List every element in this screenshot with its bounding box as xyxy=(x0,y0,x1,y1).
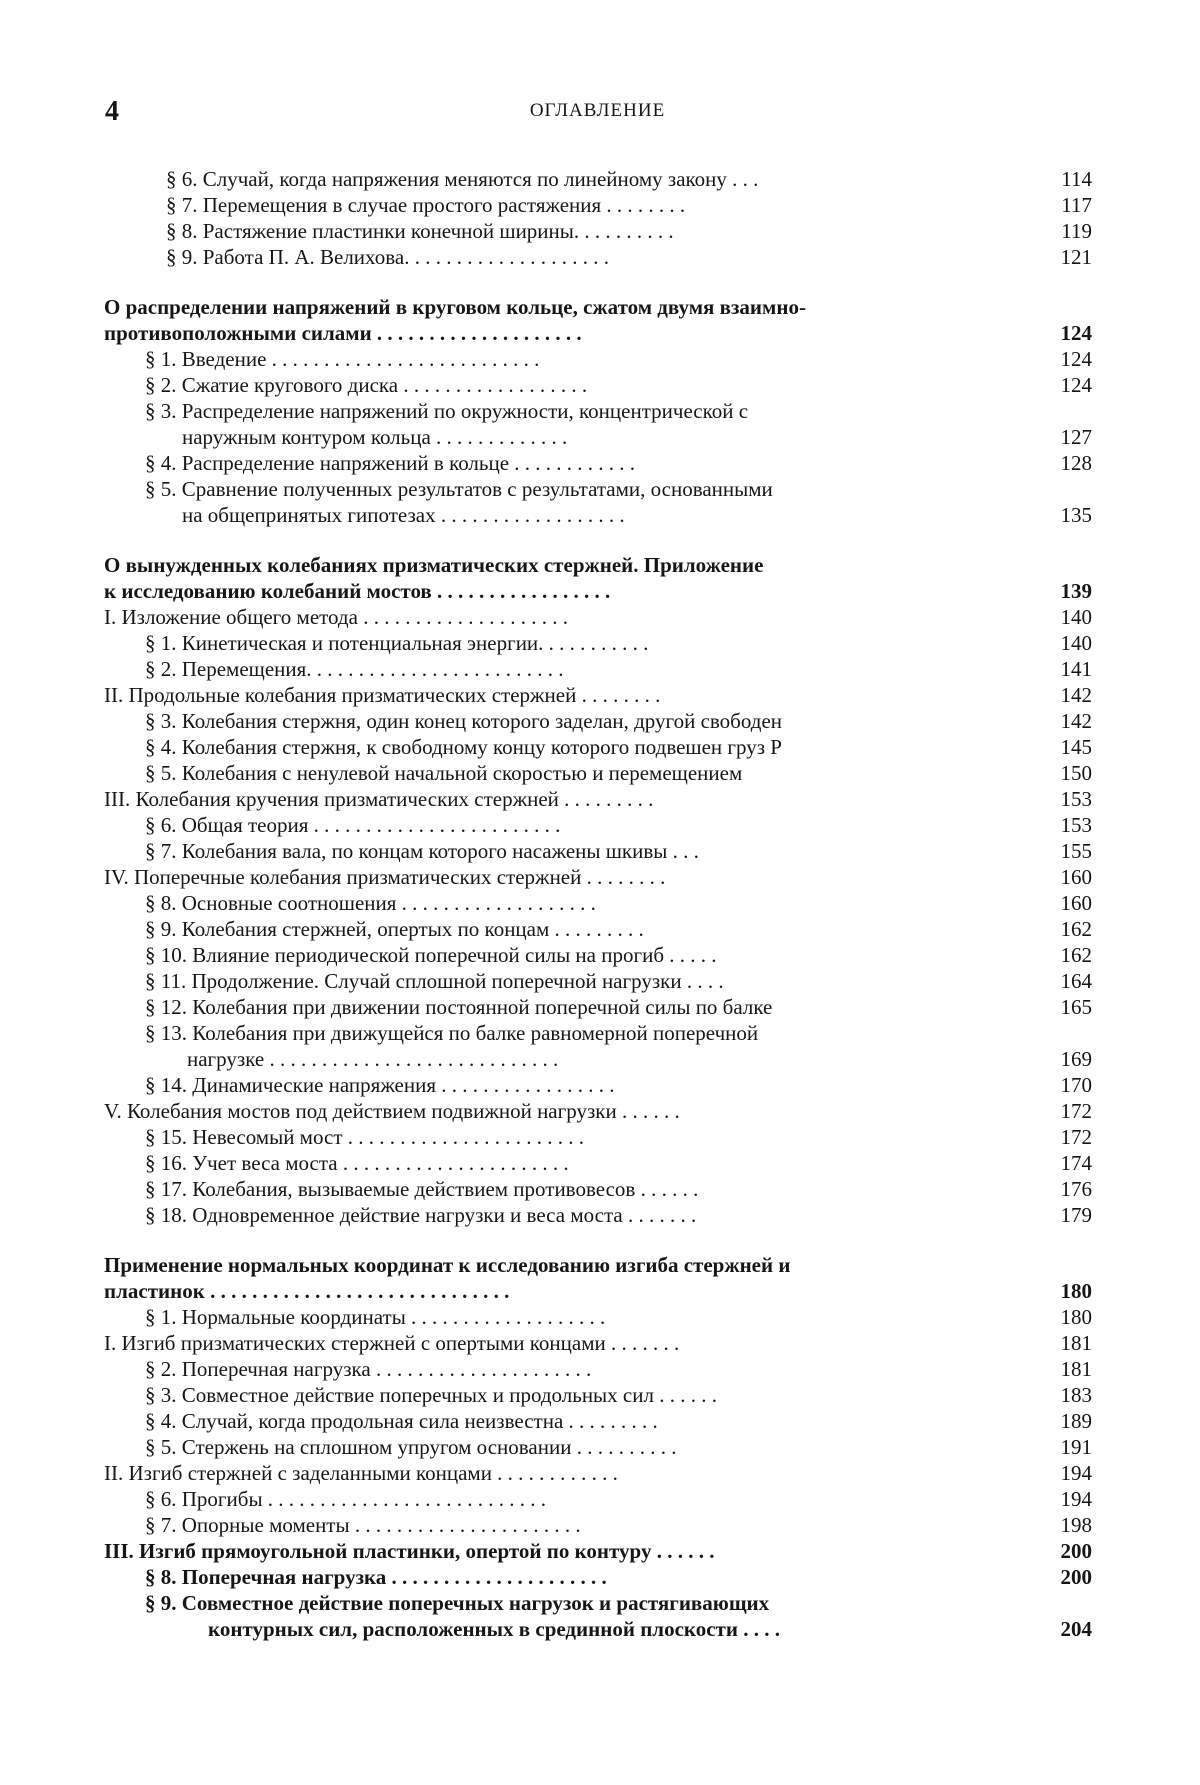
toc-entry-title: § 5. Колебания с ненулевой начальной скоростью и перемещением xyxy=(145,761,743,785)
toc-entry xyxy=(104,942,1092,968)
toc-entry xyxy=(104,1512,1092,1538)
toc-page-number: 139 xyxy=(1060,579,1092,603)
toc-section-heading xyxy=(104,578,1092,604)
toc-entry xyxy=(104,838,1092,864)
toc-page-number: 140 xyxy=(1060,631,1092,655)
toc-entry xyxy=(104,1020,1092,1046)
toc-entry-title: § 9. Колебания стержней, опертых по концам . . . . . . . . . xyxy=(145,917,644,941)
toc-entry xyxy=(104,864,1092,890)
toc-entry-title: О распределении напряжений в круговом кольце, сжатом двумя взаимно- xyxy=(104,295,806,319)
toc-section-heading xyxy=(104,320,1092,346)
toc-entry-title: § 2. Сжатие кругового диска . . . . . . . . . . . . . . . . . . xyxy=(145,373,588,397)
toc-page-number: 176 xyxy=(1060,1177,1092,1201)
toc-entry-title: § 1. Нормальные координаты . . . . . . . . . . . . . . . . . . . xyxy=(145,1305,606,1329)
toc-page-number: 135 xyxy=(1060,503,1092,527)
toc-entry xyxy=(104,1382,1092,1408)
toc-page-number: 174 xyxy=(1060,1151,1092,1175)
toc-section-heading xyxy=(104,1538,1092,1564)
toc-entry xyxy=(104,630,1092,656)
toc-page-number: 127 xyxy=(1060,425,1092,449)
toc-entry xyxy=(104,244,1092,270)
toc-entry xyxy=(104,1408,1092,1434)
toc-page-number: 150 xyxy=(1060,761,1092,785)
toc-entry xyxy=(104,1486,1092,1512)
toc-entry-title: III. Изгиб прямоугольной пластинки, опертой по контуру . . . . . . xyxy=(104,1539,715,1563)
toc-entry xyxy=(104,1460,1092,1486)
toc-section-heading xyxy=(104,294,1092,320)
toc-entry-title: III. Колебания кручения призматических стержней . . . . . . . . . xyxy=(104,787,654,811)
toc-entry-title: § 7. Опорные моменты . . . . . . . . . . . . . . . . . . . . . . xyxy=(145,1513,581,1537)
toc-entry xyxy=(104,450,1092,476)
toc-entry-title: пластинок . . . . . . . . . . . . . . . . . . . . . . . . . . . . . xyxy=(104,1279,510,1303)
toc-entry-title: § 6. Случай, когда напряжения меняются по линейному закону . . . xyxy=(166,167,759,191)
toc-page-number: 160 xyxy=(1060,865,1092,889)
toc-page-number: 162 xyxy=(1060,917,1092,941)
running-title: ОГЛАВЛЕНИЕ xyxy=(529,100,666,121)
toc-entry xyxy=(104,372,1092,398)
toc-page-number: 124 xyxy=(1060,321,1092,345)
toc-entry-title: § 5. Сравнение полученных результатов с результатами, основанными xyxy=(145,477,773,501)
toc-page-number: 181 xyxy=(1060,1331,1092,1355)
toc-entry xyxy=(104,682,1092,708)
toc-entry xyxy=(104,1072,1092,1098)
table-of-contents xyxy=(104,166,1092,1642)
toc-entry xyxy=(104,760,1092,786)
toc-entry-title: II. Продольные колебания призматических стержней . . . . . . . . xyxy=(104,683,661,707)
toc-entry-title: § 9. Работа П. А. Велихова. . . . . . . . . . . . . . . . . . . . xyxy=(166,245,609,269)
toc-entry xyxy=(104,1098,1092,1124)
toc-entry xyxy=(104,916,1092,942)
toc-page-number: 117 xyxy=(1061,193,1092,217)
toc-entry-title: § 3. Распределение напряжений по окружности, концентрической с xyxy=(145,399,749,423)
toc-entry xyxy=(104,346,1092,372)
toc-section-heading xyxy=(104,1252,1092,1278)
toc-entry xyxy=(104,166,1092,192)
toc-entry-title: на общепринятых гипотезах . . . . . . . . . . . . . . . . . . xyxy=(182,503,625,527)
toc-entry-title: § 12. Колебания при движении постоянной поперечной силы по балке xyxy=(145,995,773,1019)
toc-entry-title: § 8. Растяжение пластинки конечной ширины. . . . . . . . . . xyxy=(166,219,674,243)
toc-entry-title: Применение нормальных координат к исследованию изгиба стержней и xyxy=(104,1253,791,1277)
toc-page-number: 198 xyxy=(1060,1513,1092,1537)
toc-entry-title: противоположными силами . . . . . . . . . . . . . . . . . . . . xyxy=(104,321,582,345)
toc-entry xyxy=(104,218,1092,244)
toc-page-number: 170 xyxy=(1060,1073,1092,1097)
toc-entry-title: § 4. Случай, когда продольная сила неизвестна . . . . . . . . . xyxy=(145,1409,658,1433)
toc-entry-title: § 15. Невесомый мост . . . . . . . . . . . . . . . . . . . . . . . xyxy=(145,1125,584,1149)
toc-page-number: 155 xyxy=(1060,839,1092,863)
toc-entry xyxy=(104,424,1092,450)
toc-page-number: 180 xyxy=(1060,1279,1092,1303)
toc-entry-title: § 13. Колебания при движущейся по балке равномерной поперечной xyxy=(145,1021,759,1045)
toc-entry-title: § 9. Совместное действие поперечных нагрузок и растягивающих xyxy=(145,1591,770,1615)
toc-page-number: 194 xyxy=(1060,1461,1092,1485)
toc-entry-title: § 8. Поперечная нагрузка . . . . . . . . . . . . . . . . . . . . . xyxy=(145,1565,607,1589)
toc-entry-title: § 7. Колебания вала, по концам которого насажены шкивы . . . xyxy=(145,839,699,863)
toc-page-number: 165 xyxy=(1060,995,1092,1019)
toc-entry xyxy=(104,1330,1092,1356)
toc-section-heading xyxy=(104,1616,1092,1642)
toc-page-number: 153 xyxy=(1060,787,1092,811)
toc-page-number: 160 xyxy=(1060,891,1092,915)
toc-page-number: 142 xyxy=(1060,683,1092,707)
toc-entry xyxy=(104,734,1092,760)
toc-entry xyxy=(104,812,1092,838)
toc-entry-title: § 2. Поперечная нагрузка . . . . . . . . . . . . . . . . . . . . . xyxy=(145,1357,592,1381)
toc-page-number: 145 xyxy=(1060,735,1092,759)
toc-entry xyxy=(104,1176,1092,1202)
toc-entry-title: к исследованию колебаний мостов . . . . . . . . . . . . . . . . . xyxy=(104,579,611,603)
toc-entry xyxy=(104,890,1092,916)
toc-page-number: 140 xyxy=(1060,605,1092,629)
toc-entry-title: IV. Поперечные колебания призматических стержней . . . . . . . . xyxy=(104,865,666,889)
toc-entry-title: § 6. Общая теория . . . . . . . . . . . . . . . . . . . . . . . . xyxy=(145,813,561,837)
toc-entry xyxy=(104,604,1092,630)
toc-page-number: 124 xyxy=(1060,347,1092,371)
toc-page-number: 194 xyxy=(1060,1487,1092,1511)
toc-entry-title: § 14. Динамические напряжения . . . . . . . . . . . . . . . . . xyxy=(145,1073,615,1097)
section-spacer xyxy=(104,1228,1092,1252)
toc-entry xyxy=(104,1202,1092,1228)
toc-section-heading xyxy=(104,1590,1092,1616)
page-header xyxy=(105,96,1090,126)
toc-entry-title: § 2. Перемещения. . . . . . . . . . . . . . . . . . . . . . . . . xyxy=(145,657,564,681)
toc-page-number: 172 xyxy=(1060,1125,1092,1149)
toc-page-number: 153 xyxy=(1060,813,1092,837)
toc-page-number: 162 xyxy=(1060,943,1092,967)
toc-entry-title: § 6. Прогибы . . . . . . . . . . . . . . . . . . . . . . . . . . . xyxy=(145,1487,547,1511)
toc-entry xyxy=(104,656,1092,682)
toc-entry xyxy=(104,1356,1092,1382)
toc-entry xyxy=(104,398,1092,424)
toc-entry-title: § 3. Колебания стержня, один конец которого заделан, другой свободен xyxy=(145,709,783,733)
toc-page-number: 142 xyxy=(1060,709,1092,733)
toc-page-number: 164 xyxy=(1060,969,1092,993)
toc-page-number: 200 xyxy=(1060,1539,1092,1563)
toc-section-heading xyxy=(104,1278,1092,1304)
toc-entry-title: § 16. Учет веса моста . . . . . . . . . . . . . . . . . . . . . . xyxy=(145,1151,569,1175)
toc-page-number: 180 xyxy=(1060,1305,1092,1329)
toc-entry xyxy=(104,192,1092,218)
toc-entry xyxy=(104,1046,1092,1072)
toc-entry xyxy=(104,786,1092,812)
toc-page-number: 189 xyxy=(1060,1409,1092,1433)
toc-entry-title: § 7. Перемещения в случае простого растяжения . . . . . . . . xyxy=(166,193,686,217)
toc-entry-title: § 17. Колебания, вызываемые действием противовесов . . . . . . xyxy=(145,1177,699,1201)
toc-entry-title: контурных сил, расположенных в срединной плоскости . . . . xyxy=(208,1617,780,1641)
toc-entry-title: О вынужденных колебаниях призматических стержней. Приложение xyxy=(104,553,764,577)
toc-section-heading xyxy=(104,552,1092,578)
toc-entry-title: V. Колебания мостов под действием подвижной нагрузки . . . . . . xyxy=(104,1099,680,1123)
toc-entry-title: § 10. Влияние периодической поперечной силы на прогиб . . . . . xyxy=(145,943,717,967)
toc-entry-title: наружным контуром кольца . . . . . . . . . . . . . xyxy=(182,425,568,449)
toc-entry-title: I. Изгиб призматических стержней с опертыми концами . . . . . . . xyxy=(104,1331,680,1355)
section-spacer xyxy=(104,270,1092,294)
toc-entry xyxy=(104,1124,1092,1150)
toc-page-number: 204 xyxy=(1060,1617,1092,1641)
toc-entry-title: нагрузке . . . . . . . . . . . . . . . . . . . . . . . . . . . . xyxy=(187,1047,559,1071)
toc-entry-title: I. Изложение общего метода . . . . . . . . . . . . . . . . . . . . xyxy=(104,605,568,629)
toc-page-number: 181 xyxy=(1060,1357,1092,1381)
toc-entry-title: § 3. Совместное действие поперечных и продольных сил . . . . . . xyxy=(145,1383,717,1407)
toc-entry-title: § 4. Колебания стержня, к свободному концу которого подвешен груз P xyxy=(145,735,782,759)
toc-entry-title: § 8. Основные соотношения . . . . . . . . . . . . . . . . . . . xyxy=(145,891,596,915)
toc-entry-title: § 4. Распределение напряжений в кольце . . . . . . . . . . . . xyxy=(145,451,636,475)
toc-page-number: 172 xyxy=(1060,1099,1092,1123)
toc-page-number: 183 xyxy=(1060,1383,1092,1407)
toc-entry xyxy=(104,708,1092,734)
toc-entry xyxy=(104,1304,1092,1330)
toc-page-number: 141 xyxy=(1060,657,1092,681)
toc-entry xyxy=(104,968,1092,994)
toc-page-number: 191 xyxy=(1060,1435,1092,1459)
toc-entry xyxy=(104,1434,1092,1460)
toc-page-number: 179 xyxy=(1060,1203,1092,1227)
toc-entry xyxy=(104,476,1092,502)
toc-section-heading xyxy=(104,1564,1092,1590)
toc-entry xyxy=(104,502,1092,528)
toc-entry xyxy=(104,1150,1092,1176)
toc-entry-title: § 11. Продолжение. Случай сплошной поперечной нагрузки . . . . xyxy=(145,969,724,993)
toc-entry-title: II. Изгиб стержней с заделанными концами . . . . . . . . . . . . xyxy=(104,1461,618,1485)
toc-entry-title: § 5. Стержень на сплошном упругом основании . . . . . . . . . . xyxy=(145,1435,677,1459)
toc-entry xyxy=(104,994,1092,1020)
toc-page-number: 128 xyxy=(1060,451,1092,475)
toc-page-number: 119 xyxy=(1061,219,1092,243)
toc-page-number: 124 xyxy=(1060,373,1092,397)
toc-page-number: 169 xyxy=(1060,1047,1092,1071)
toc-page-number: 121 xyxy=(1060,245,1092,269)
page-number: 4 xyxy=(105,96,119,127)
toc-page-number: 200 xyxy=(1060,1565,1092,1589)
toc-entry-title: § 1. Кинетическая и потенциальная энергии. . . . . . . . . . . xyxy=(145,631,649,655)
toc-page-number: 114 xyxy=(1061,167,1092,191)
section-spacer xyxy=(104,528,1092,552)
toc-entry-title: § 1. Введение . . . . . . . . . . . . . . . . . . . . . . . . . . xyxy=(145,347,540,371)
toc-entry-title: § 18. Одновременное действие нагрузки и веса моста . . . . . . . xyxy=(145,1203,697,1227)
